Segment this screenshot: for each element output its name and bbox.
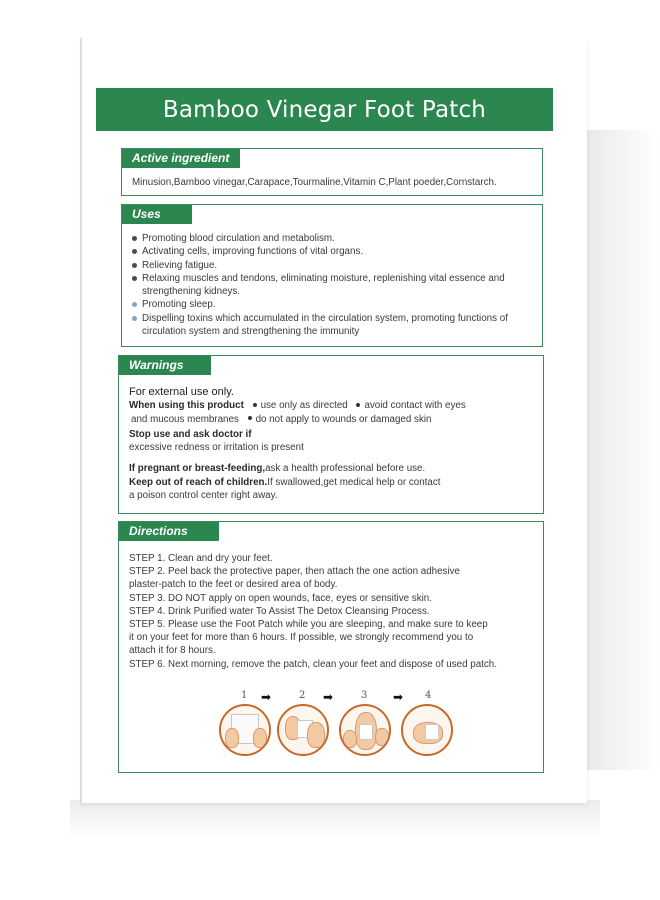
when-using-1: use only as directed xyxy=(260,400,348,412)
direction-step: STEP 1. Clean and dry your feet. xyxy=(129,553,273,564)
box-shadow-right xyxy=(585,130,660,770)
uses-body xyxy=(132,232,534,338)
arrow-right-icon: ➡ xyxy=(261,690,272,704)
bullet-dot xyxy=(248,416,252,420)
warnings-heading: Warnings xyxy=(119,356,211,375)
box-shadow-bottom xyxy=(70,800,600,840)
product-title: Bamboo Vinegar Foot Patch xyxy=(96,88,553,131)
arrow-right-icon: ➡ xyxy=(323,690,334,704)
direction-step: attach it for 8 hours. xyxy=(129,645,216,657)
active-ingredient-section xyxy=(121,148,543,196)
when-using-label: When using this product xyxy=(129,400,244,412)
uses-section xyxy=(121,204,543,347)
hand-icon xyxy=(343,730,357,748)
hand-icon xyxy=(375,728,389,746)
uses-item: Dispelling toxins which accumulated in the circulation system, promoting functions of circulation system and strengthening the immunity xyxy=(132,312,534,339)
step-3-attach-illustration xyxy=(339,704,391,756)
step-4-remove-illustration xyxy=(401,704,453,756)
direction-step: STEP 5. Please use the Foot Patch while you are sleeping, and make sure to keep xyxy=(129,619,488,631)
children-text: If swallowed,get medical help or contact xyxy=(267,476,441,488)
uses-item: Promoting blood circulation and metabolism. xyxy=(132,232,534,245)
illustration-number: 2 xyxy=(299,690,306,701)
stop-use-label: Stop use and ask doctor if xyxy=(129,428,252,440)
uses-list xyxy=(132,232,534,338)
direction-step: STEP 3. DO NOT apply on open wounds, face, eyes or sensitive skin. xyxy=(129,592,432,604)
uses-item: Promoting sleep. xyxy=(132,298,534,311)
hand-icon xyxy=(225,728,239,748)
directions-illustrations xyxy=(215,690,465,770)
direction-step: STEP 6. Next morning, remove the patch, clean your feet and dispose of used patch. xyxy=(129,658,497,670)
active-ingredient-text: Minusion,Bamboo vinegar,Carapace,Tourmaline,Vitamin C,Plant poeder,Cornstarch. xyxy=(132,177,497,188)
when-using-2: avoid contact with eyes xyxy=(364,400,466,412)
directions-steps xyxy=(129,552,535,671)
children-label: Keep out of reach of children. xyxy=(129,476,268,488)
stop-use-detail: excessive redness or irritation is present xyxy=(129,442,304,454)
uses-item: Relaxing muscles and tendons, eliminating moisture, replenishing vital essence and strengthening kidneys. xyxy=(132,272,534,299)
external-use-text: For external use only. xyxy=(129,386,234,398)
when-using-4: do not apply to wounds or damaged skin xyxy=(255,413,432,425)
hand-icon xyxy=(307,722,325,748)
patch-icon xyxy=(425,724,439,740)
direction-step: plaster-patch to the feet or desired area of body. xyxy=(129,579,338,591)
direction-step: STEP 4. Drink Purified water To Assist The Detox Cleansing Process. xyxy=(129,605,430,617)
illustration-number: 4 xyxy=(425,690,432,701)
illustration-number: 1 xyxy=(241,690,248,701)
bullet-dot xyxy=(253,403,257,407)
bullet-dot xyxy=(356,403,360,407)
pregnant-label: If pregnant or breast-feeding, xyxy=(129,463,266,475)
step-1-clean-feet-illustration xyxy=(219,704,271,756)
active-ingredient-heading: Active ingredient xyxy=(122,149,240,168)
direction-step: STEP 2. Peel back the protective paper, then attach the one action adhesive xyxy=(129,566,460,578)
directions-heading: Directions xyxy=(119,522,219,541)
step-2-peel-illustration xyxy=(277,704,329,756)
uses-item: Relieving fatigue. xyxy=(132,259,534,272)
direction-step: it on your feet for more than 6 hours. If possible, we strongly recommend you to xyxy=(129,632,474,644)
warnings-body xyxy=(129,386,535,502)
patch-icon xyxy=(359,724,373,740)
illustration-number: 3 xyxy=(361,690,368,701)
uses-item: Activating cells, improving functions of vital organs. xyxy=(132,245,534,258)
uses-heading: Uses xyxy=(122,205,192,224)
warnings-section xyxy=(118,355,544,514)
poison-control-text: a poison control center right away. xyxy=(129,490,278,502)
when-using-3: and mucous membranes xyxy=(131,413,239,425)
hand-icon xyxy=(253,728,267,748)
pregnant-text: ask a health professional before use. xyxy=(265,463,426,475)
arrow-right-icon: ➡ xyxy=(393,690,404,704)
